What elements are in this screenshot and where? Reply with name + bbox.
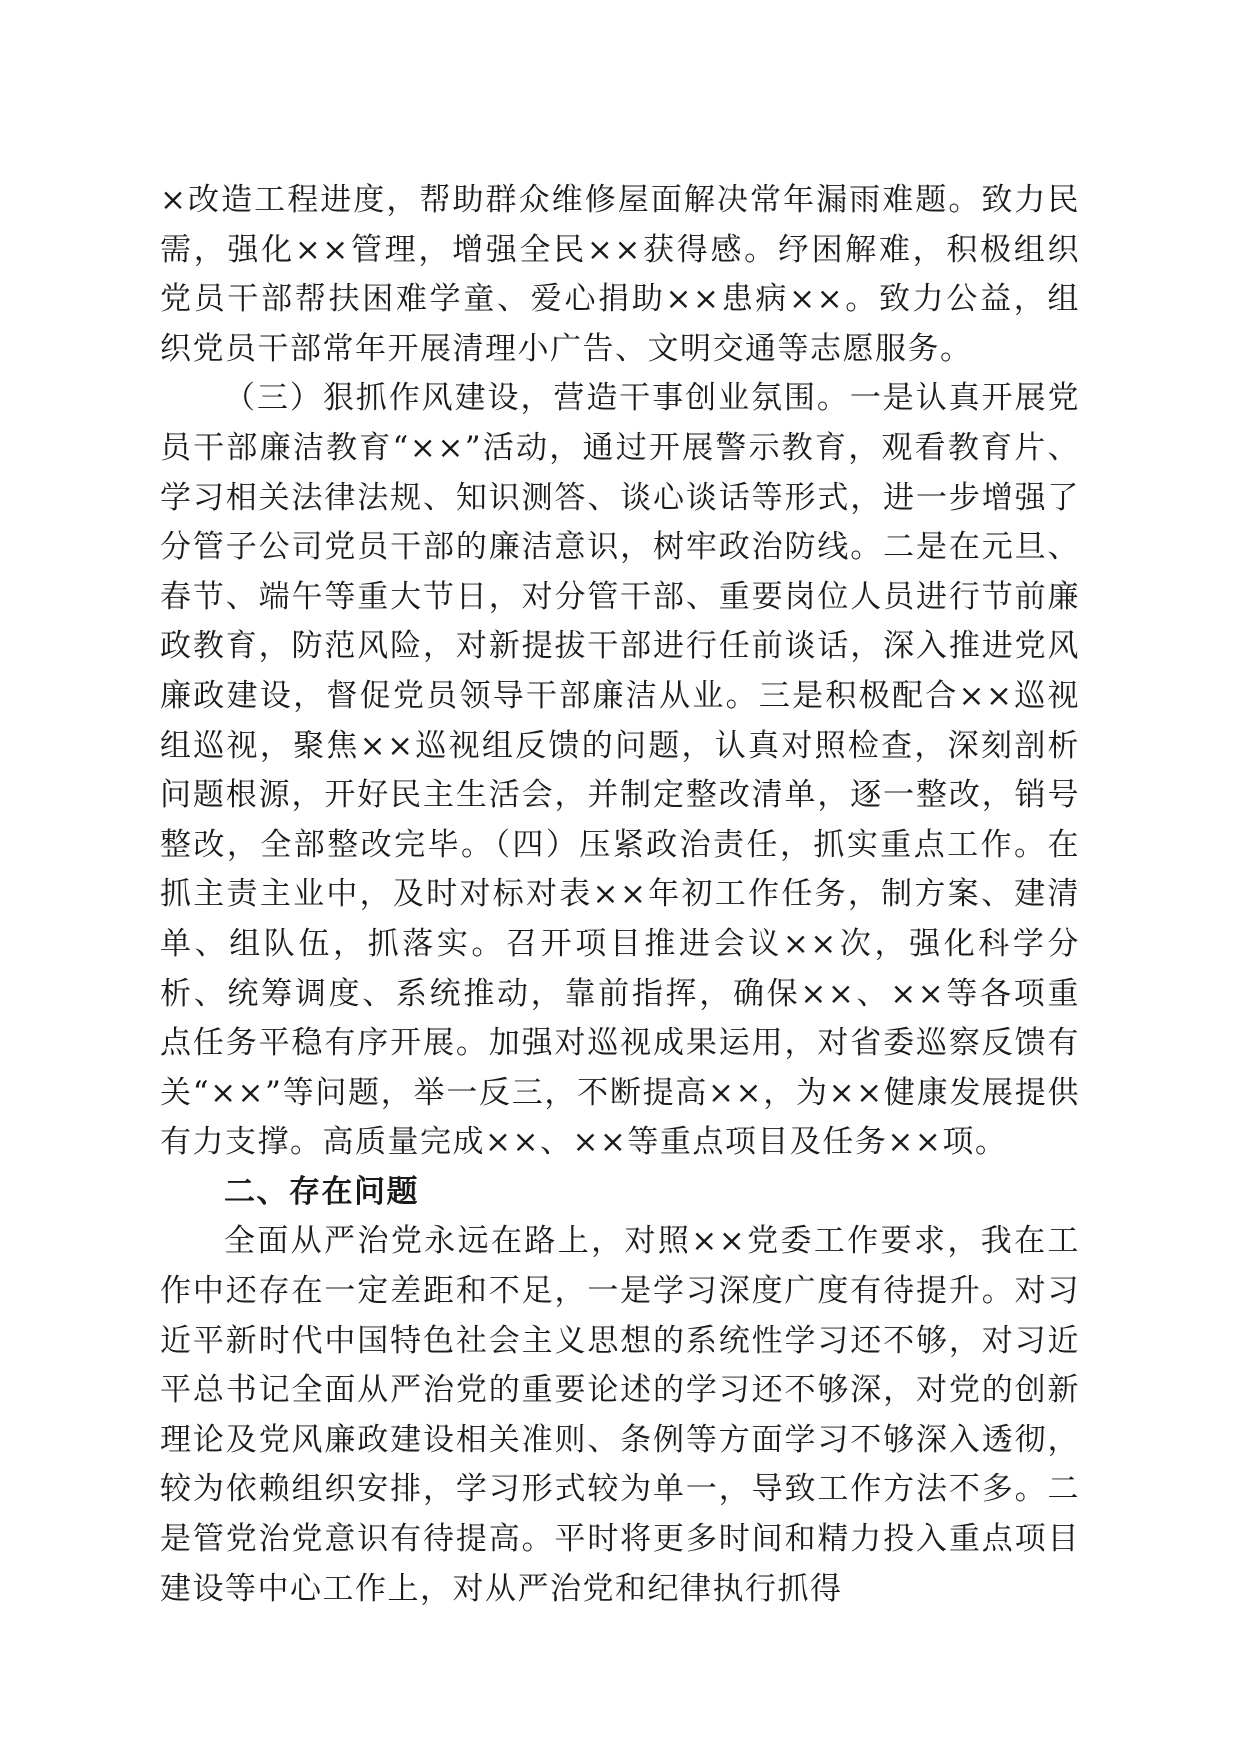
section-heading-problems: 二、存在问题 bbox=[224, 1173, 419, 1210]
problems-paragraph: 全面从严治党永远在路上，对照××党委工作要求，我在工作中还存在一定差距和不足，一是学习深度广度有待提升。对习近平新时代中国特色社会主义思想的系统性学习还不够，对习近平总书记全面从严治党的重要论述的学习还不够深，对党的创新理论及党风廉政建设相关准则、条例等方面学习不够深入透彻，较为依赖组织安排，学习形式较为单一，导致工作方法不多。二是管党治党意识有待提高。平时将更多时间和精力投入重点项目建设等中心工作上，对从严治党和纪律执行抓得 bbox=[160, 1223, 1080, 1607]
continued-paragraph: ×改造工程进度，帮助群众维修屋面解决常年漏雨难题。致力民需，强化××管理，增强全民××获得感。纾困解难，积极组织党员干部帮扶困难学童、爱心捐助××患病××。致力公益，组织党员干部常年开展清理小广告、文明交通等志愿服务。 bbox=[160, 182, 1080, 367]
document-body bbox=[160, 176, 1080, 1614]
work-style-paragraph: （三）狠抓作风建设，营造干事创业氛围。一是认真开展党员干部廉洁教育“××”活动，通过开展警示教育，观看教育片、学习相关法律法规、知识测答、谈心谈话等形式，进一步增强了分管子公司党员干部的廉洁意识，树牢政治防线。二是在元旦、春节、端午等重大节日，对分管干部、重要岗位人员进行节前廉政教育，防范风险，对新提拔干部进行任前谈话，深入推进党风廉政建设，督促党员领导干部廉洁从业。三是积极配合××巡视组巡视，聚焦××巡视组反馈的问题，认真对照检查，深刻剖析问题根源，开好民主生活会，并制定整改清单，逐一整改，销号整改，全部整改完毕。（四）压紧政治责任，抓实重点工作。在抓主责主业中，及时对标对表××年初工作任务，制方案、建清单、组队伍，抓落实。召开项目推进会议××次，强化科学分析、统筹调度、系统推动，靠前指挥，确保××、××等各项重点任务平稳有序开展。加强对巡视成果运用，对省委巡察反馈有关“××”等问题，举一反三，不断提高××，为××健康发展提供有力支撑。高质量完成××、××等重点项目及任务××项。 bbox=[160, 380, 1080, 1161]
